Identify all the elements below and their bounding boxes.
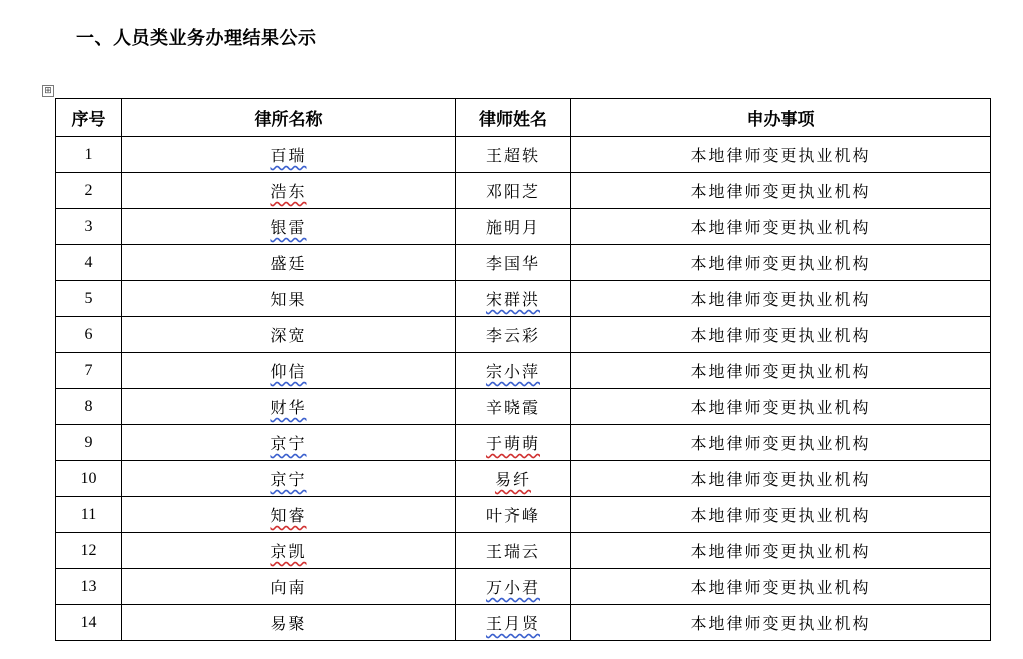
row-lawyer: 辛晓霞 bbox=[485, 398, 540, 417]
row-index: 9 bbox=[56, 425, 122, 461]
row-lawyer: 邓阳芝 bbox=[485, 182, 540, 201]
row-firm: 财华 bbox=[270, 398, 307, 417]
row-matter: 本地律师变更执业机构 bbox=[690, 362, 871, 381]
row-matter: 本地律师变更执业机构 bbox=[690, 398, 871, 417]
table-row bbox=[56, 173, 991, 209]
row-index: 6 bbox=[56, 317, 122, 353]
row-lawyer: 宗小萍 bbox=[485, 362, 540, 381]
header-matter: 申办事项 bbox=[571, 99, 991, 137]
table-row bbox=[56, 209, 991, 245]
row-index: 3 bbox=[56, 209, 122, 245]
row-matter: 本地律师变更执业机构 bbox=[690, 146, 871, 165]
row-lawyer: 李云彩 bbox=[485, 326, 540, 345]
row-index: 4 bbox=[56, 245, 122, 281]
row-matter: 本地律师变更执业机构 bbox=[690, 578, 871, 597]
table-row bbox=[56, 389, 991, 425]
table-move-handle-icon[interactable]: ⊞ bbox=[42, 85, 54, 97]
row-matter: 本地律师变更执业机构 bbox=[690, 326, 871, 345]
row-index: 10 bbox=[56, 461, 122, 497]
table-row bbox=[56, 497, 991, 533]
row-index: 2 bbox=[56, 173, 122, 209]
row-lawyer: 叶齐峰 bbox=[485, 506, 540, 525]
table-row bbox=[56, 533, 991, 569]
row-lawyer: 易纤 bbox=[494, 470, 531, 489]
table-header-row bbox=[56, 99, 991, 137]
row-index: 1 bbox=[56, 137, 122, 173]
row-lawyer: 王超轶 bbox=[485, 146, 540, 165]
row-lawyer: 施明月 bbox=[485, 218, 540, 237]
page-heading: 一、人员类业务办理结果公示 bbox=[76, 28, 317, 49]
header-firm-name: 律所名称 bbox=[122, 99, 456, 137]
table-row bbox=[56, 461, 991, 497]
row-lawyer: 宋群洪 bbox=[485, 290, 540, 309]
table-row bbox=[56, 317, 991, 353]
row-firm: 百瑞 bbox=[270, 146, 307, 165]
row-index: 12 bbox=[56, 533, 122, 569]
row-matter: 本地律师变更执业机构 bbox=[690, 434, 871, 453]
row-matter: 本地律师变更执业机构 bbox=[690, 254, 871, 273]
row-matter: 本地律师变更执业机构 bbox=[690, 614, 871, 633]
row-matter: 本地律师变更执业机构 bbox=[690, 290, 871, 309]
row-matter: 本地律师变更执业机构 bbox=[690, 506, 871, 525]
row-lawyer: 于萌萌 bbox=[485, 434, 540, 453]
header-index: 序号 bbox=[56, 99, 122, 137]
row-firm: 易聚 bbox=[270, 614, 307, 633]
row-firm: 银雷 bbox=[270, 218, 307, 237]
table-row bbox=[56, 569, 991, 605]
row-firm: 知果 bbox=[270, 290, 307, 309]
row-firm: 京凯 bbox=[270, 542, 307, 561]
row-index: 5 bbox=[56, 281, 122, 317]
results-table bbox=[55, 98, 991, 641]
header-lawyer-name: 律师姓名 bbox=[456, 99, 571, 137]
table-row bbox=[56, 281, 991, 317]
table-row bbox=[56, 605, 991, 641]
row-lawyer: 万小君 bbox=[485, 578, 540, 597]
table-row bbox=[56, 425, 991, 461]
row-lawyer: 王月贤 bbox=[485, 614, 540, 633]
row-index: 8 bbox=[56, 389, 122, 425]
row-firm: 仰信 bbox=[270, 362, 307, 381]
row-matter: 本地律师变更执业机构 bbox=[690, 218, 871, 237]
table-row bbox=[56, 245, 991, 281]
table-row bbox=[56, 137, 991, 173]
table-row bbox=[56, 353, 991, 389]
row-index: 11 bbox=[56, 497, 122, 533]
row-matter: 本地律师变更执业机构 bbox=[690, 182, 871, 201]
row-index: 13 bbox=[56, 569, 122, 605]
row-lawyer: 王瑞云 bbox=[485, 542, 540, 561]
row-firm: 深宽 bbox=[270, 326, 307, 345]
row-firm: 知睿 bbox=[270, 506, 307, 525]
row-firm: 向南 bbox=[270, 578, 307, 597]
row-firm: 京宁 bbox=[270, 434, 307, 453]
row-lawyer: 李国华 bbox=[485, 254, 540, 273]
row-firm: 京宁 bbox=[270, 470, 307, 489]
row-matter: 本地律师变更执业机构 bbox=[690, 470, 871, 489]
row-index: 14 bbox=[56, 605, 122, 641]
row-firm: 浩东 bbox=[270, 182, 307, 201]
row-index: 7 bbox=[56, 353, 122, 389]
row-firm: 盛廷 bbox=[270, 254, 307, 273]
row-matter: 本地律师变更执业机构 bbox=[690, 542, 871, 561]
